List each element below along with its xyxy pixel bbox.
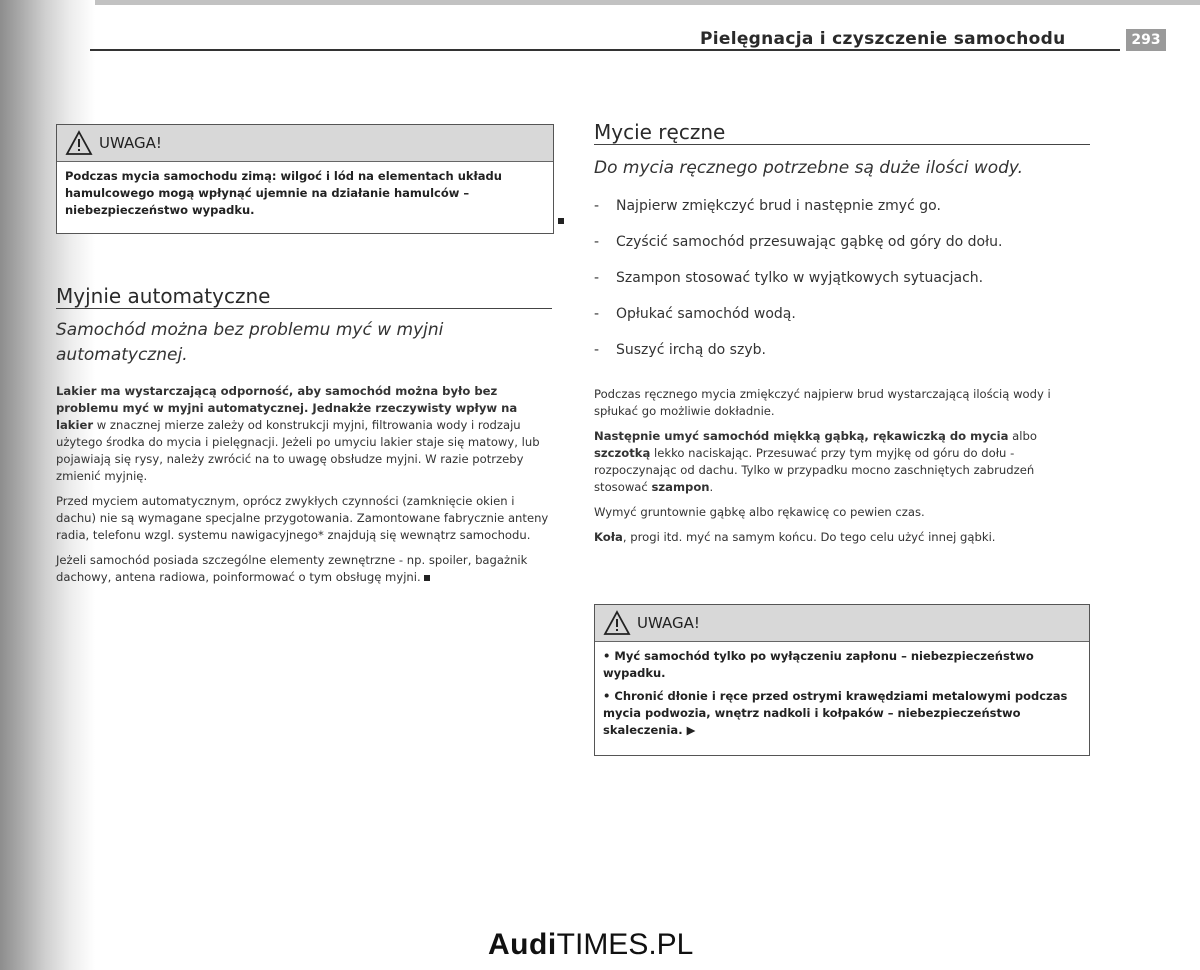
scan-top-edge <box>0 0 1200 5</box>
section-body-automatic-wash <box>56 383 552 594</box>
warning-header <box>595 605 1089 642</box>
text: . <box>709 480 714 494</box>
text-bold: Koła <box>594 530 623 544</box>
warning-item-text: Myć samochód tylko po wyłączeniu zapłonu – niebezpieczeństwo wypadku. <box>603 649 1034 680</box>
list-item <box>594 304 1094 324</box>
warning-text: Podczas mycia samochodu zimą: wilgoć i lód na elementach układu hamulcowego mogą wpłynąć ujemnie na działanie hamulców – niebezpieczeństwo wypadku. <box>65 169 502 217</box>
list-item <box>594 268 1094 288</box>
paragraph: Przed myciem automatycznym, oprócz zwykłych czynności (zamknięcie okien i dachu) nie są wymagane specjalne przygotowania. Zamontowane fabrycznie anteny radia, telefonu wzgl. systemu nawigacyjnego* znajdują się wewnątrz samochodu. <box>56 494 549 542</box>
list-item <box>594 340 1094 360</box>
list-item <box>594 196 1094 216</box>
warning-label: UWAGA! <box>99 134 162 152</box>
text-bold: szampon <box>651 480 710 494</box>
section-title-automatic-wash: Myjnie automatyczne <box>56 284 271 308</box>
watermark-domain: TIMES.PL <box>556 928 694 961</box>
list-item-text: Szampon stosować tylko w wyjątkowych sytuacjach. <box>616 270 984 286</box>
page-header-title: Pielęgnacja i czyszczenie samochodu <box>700 29 1066 49</box>
list-item-text: Opłukać samochód wodą. <box>616 306 796 322</box>
section-end-mark <box>424 575 430 581</box>
watermark-brand: Audi <box>488 928 557 961</box>
dash-bullet: - <box>594 342 600 358</box>
hand-wash-steps-list <box>594 196 1094 376</box>
text-bold: szczotką <box>594 446 651 460</box>
paragraph-rest: w znacznej mierze zależy od konstrukcji myjni, filtrowania wody i rodzaju użytego środka do mycia i pielęgnacji. Jeżeli po umyciu lakier staje się matowy, lub pojawiają się rysy, należy zwrócić na to uwagę obsłudze myjni. W razie potrzeby zmienić myjnię. <box>56 418 540 483</box>
text: albo <box>1008 429 1037 443</box>
dash-bullet: - <box>594 306 600 322</box>
page-number: 293 <box>1126 29 1166 51</box>
text-bold: gąbką, rękawiczką do mycia <box>824 429 1009 443</box>
text-bold: Następnie umyć samochód miękką <box>594 429 825 443</box>
warning-box-winter <box>56 124 554 234</box>
section-end-mark <box>558 218 564 224</box>
warning-label: UWAGA! <box>637 614 700 632</box>
paragraph-lead: Lakier ma wystarczającą odporność, aby samochód można było bez problemu myć w myjni automatycznej. Jednakże rzeczywisty wpływ na lakier <box>56 384 518 432</box>
warning-triangle-icon <box>603 610 631 636</box>
header-rule <box>90 49 1120 51</box>
section-title-hand-wash: Mycie ręczne <box>594 120 726 144</box>
list-item-text: Najpierw zmiękczyć brud i następnie zmyć go. <box>616 198 941 214</box>
section-title-rule <box>56 308 552 309</box>
warning-body <box>57 162 553 231</box>
list-item-text: Czyścić samochód przesuwając gąbkę od góry do dołu. <box>616 234 1003 250</box>
paragraph-text: Jeżeli samochód posiada szczególne elementy zewnętrzne - np. spoiler, bagażnik dachowy, antena radiowa, poinformować o tym obsługę myjni. <box>56 553 528 584</box>
warning-item-text: Chronić dłonie i ręce przed ostrymi krawędziami metalowymi podczas mycia podwozia, wnętrz nadkoli i kołpaków – niebezpieczeństwo skaleczenia. <box>603 689 1068 737</box>
dash-bullet: - <box>594 198 600 214</box>
section-body-hand-wash <box>594 386 1090 554</box>
bullet: • <box>603 649 611 663</box>
continue-arrow-icon: ▶ <box>686 723 696 737</box>
dash-bullet: - <box>594 234 600 250</box>
paragraph <box>56 552 552 586</box>
warning-box-hand-wash <box>594 604 1090 756</box>
section-title-rule <box>594 144 1090 145</box>
warning-triangle-icon <box>65 130 93 156</box>
warning-item <box>603 688 1081 739</box>
section-lead-hand-wash: Do mycia ręcznego potrzebne są duże ilości wody. <box>594 158 1024 178</box>
section-lead-automatic-wash: Samochód można bez problemu myć w myjni automatycznej. <box>56 320 444 365</box>
paragraph <box>56 383 552 485</box>
paragraph <box>594 428 1090 496</box>
list-item-text: Suszyć irchą do szyb. <box>616 342 766 358</box>
paragraph: Podczas ręcznego mycia zmiękczyć najpierw brud wystarczającą ilością wody i spłukać go możliwie dokładnie. <box>594 387 1051 418</box>
warning-body <box>595 642 1089 751</box>
site-watermark <box>488 928 693 962</box>
paragraph <box>594 529 1090 546</box>
paragraph: Wymyć gruntownie gąbkę albo rękawicę co pewien czas. <box>594 505 925 519</box>
dash-bullet: - <box>594 270 600 286</box>
list-item <box>594 232 1094 252</box>
text: lekko naciskając. Przesuwać przy tym myjkę od góru do dołu - rozpoczynając od dachu. Tylko w przypadku mocno zaschniętych zabrudzeń stosować <box>594 446 1035 494</box>
warning-item <box>603 648 1081 682</box>
warning-header <box>57 125 553 162</box>
text: , progi itd. myć na samym końcu. Do tego celu użyć innej gąbki. <box>622 530 996 544</box>
bullet: • <box>603 689 611 703</box>
